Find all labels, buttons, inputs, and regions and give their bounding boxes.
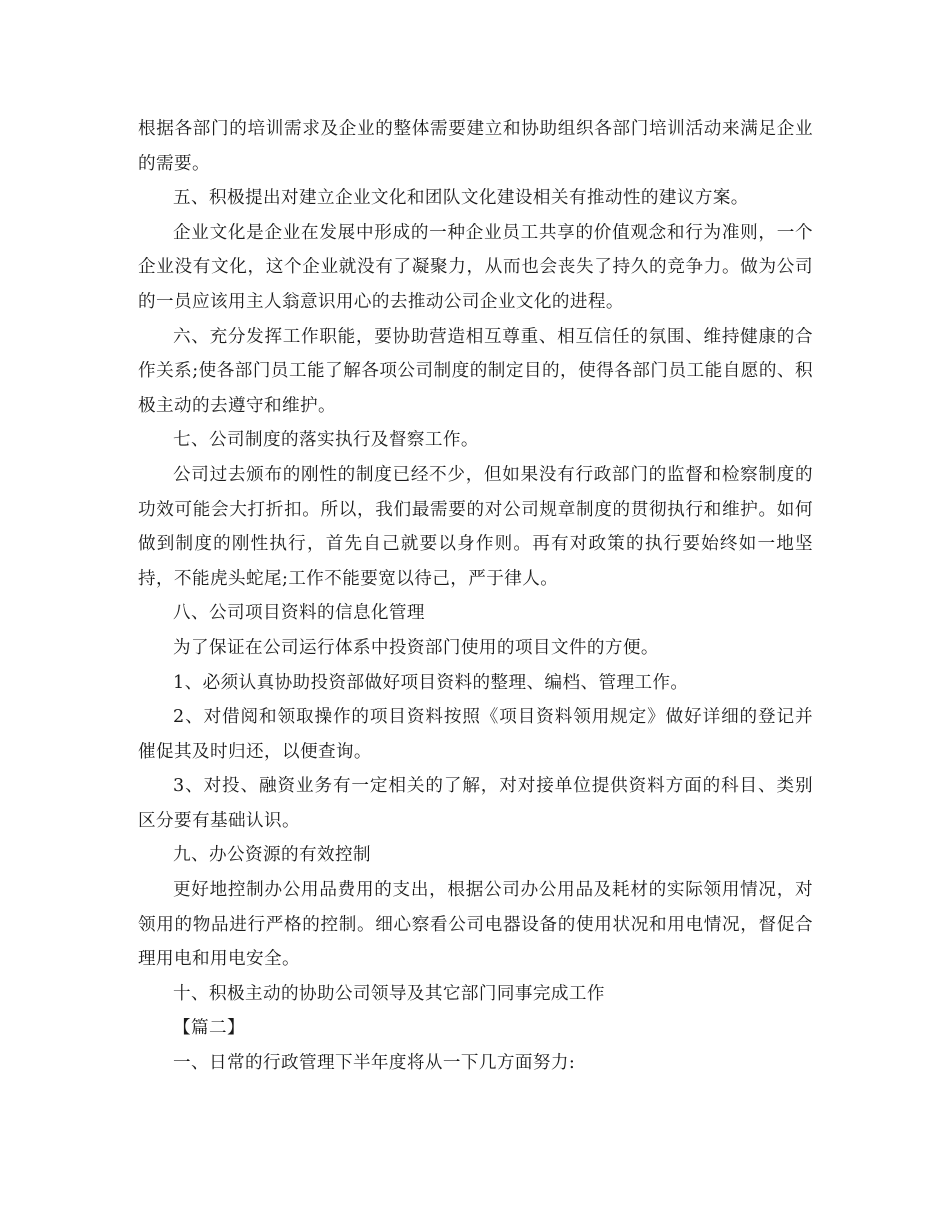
paragraph-16: 一、日常的行政管理下半年度将从一下几方面努力: — [173, 1053, 576, 1074]
paragraph-5: 七、公司制度的落实执行及督察工作。 — [173, 430, 479, 451]
document-body — [138, 112, 813, 1081]
paragraph-12: 九、办公资源的有效控制 — [173, 845, 371, 866]
section-heading: 【篇二】 — [173, 1018, 245, 1039]
paragraph-3: 企业文化是企业在发展中形成的一种企业员工共享的价值观念和行为准则，一个企业没有文化，这个企业就没有了凝聚力，从而也会丧失了持久的竞争力。做为公司的一员应该用主人翁意识用心的去推动公司企业文化的进程。 — [138, 222, 813, 312]
paragraph-7: 八、公司项目资料的信息化管理 — [173, 603, 425, 624]
paragraph-1: 根据各部门的培训需求及企业的整体需要建立和协助组织各部门培训活动来满足企业的需要。 — [138, 119, 813, 174]
paragraph-10: 2、对借阅和领取操作的项目资料按照《项目资料领用规定》做好详细的登记并催促其及时归还，以便查询。 — [138, 707, 813, 762]
paragraph-9: 1、必须认真协助投资部做好项目资料的整理、编档、管理工作。 — [173, 672, 689, 693]
paragraph-13: 更好地控制办公用品费用的支出，根据公司办公用品及耗材的实际领用情况，对领用的物品进行严格的控制。细心察看公司电器设备的使用状况和用电情况，督促合理用电和用电安全。 — [138, 880, 813, 970]
paragraph-14: 十、积极主动的协助公司领导及其它部门同事完成工作 — [173, 983, 605, 1004]
paragraph-2: 五、积极提出对建立企业文化和团队文化建设相关有推动性的建议方案。 — [173, 188, 749, 209]
paragraph-8: 为了保证在公司运行体系中投资部门使用的项目文件的方便。 — [173, 637, 659, 658]
paragraph-6: 公司过去颁布的刚性的制度已经不少，但如果没有行政部门的监督和检察制度的功效可能会大打折扣。所以，我们最需要的对公司规章制度的贯彻执行和维护。如何做到制度的刚性执行，首先自己就要以身作则。再有对政策的执行要始终如一地坚持，不能虎头蛇尾;工作不能要宽以待己，严于律人。 — [138, 464, 813, 589]
paragraph-11: 3、对投、融资业务有一定相关的了解，对对接单位提供资料方面的科目、类别区分要有基础认识。 — [138, 776, 813, 831]
paragraph-4: 六、充分发挥工作职能，要协助营造相互尊重、相互信任的氛围、维持健康的合作关系;使各部门员工能了解各项公司制度的制定目的，使得各部门员工能自愿的、积极主动的去遵守和维护。 — [138, 326, 813, 416]
